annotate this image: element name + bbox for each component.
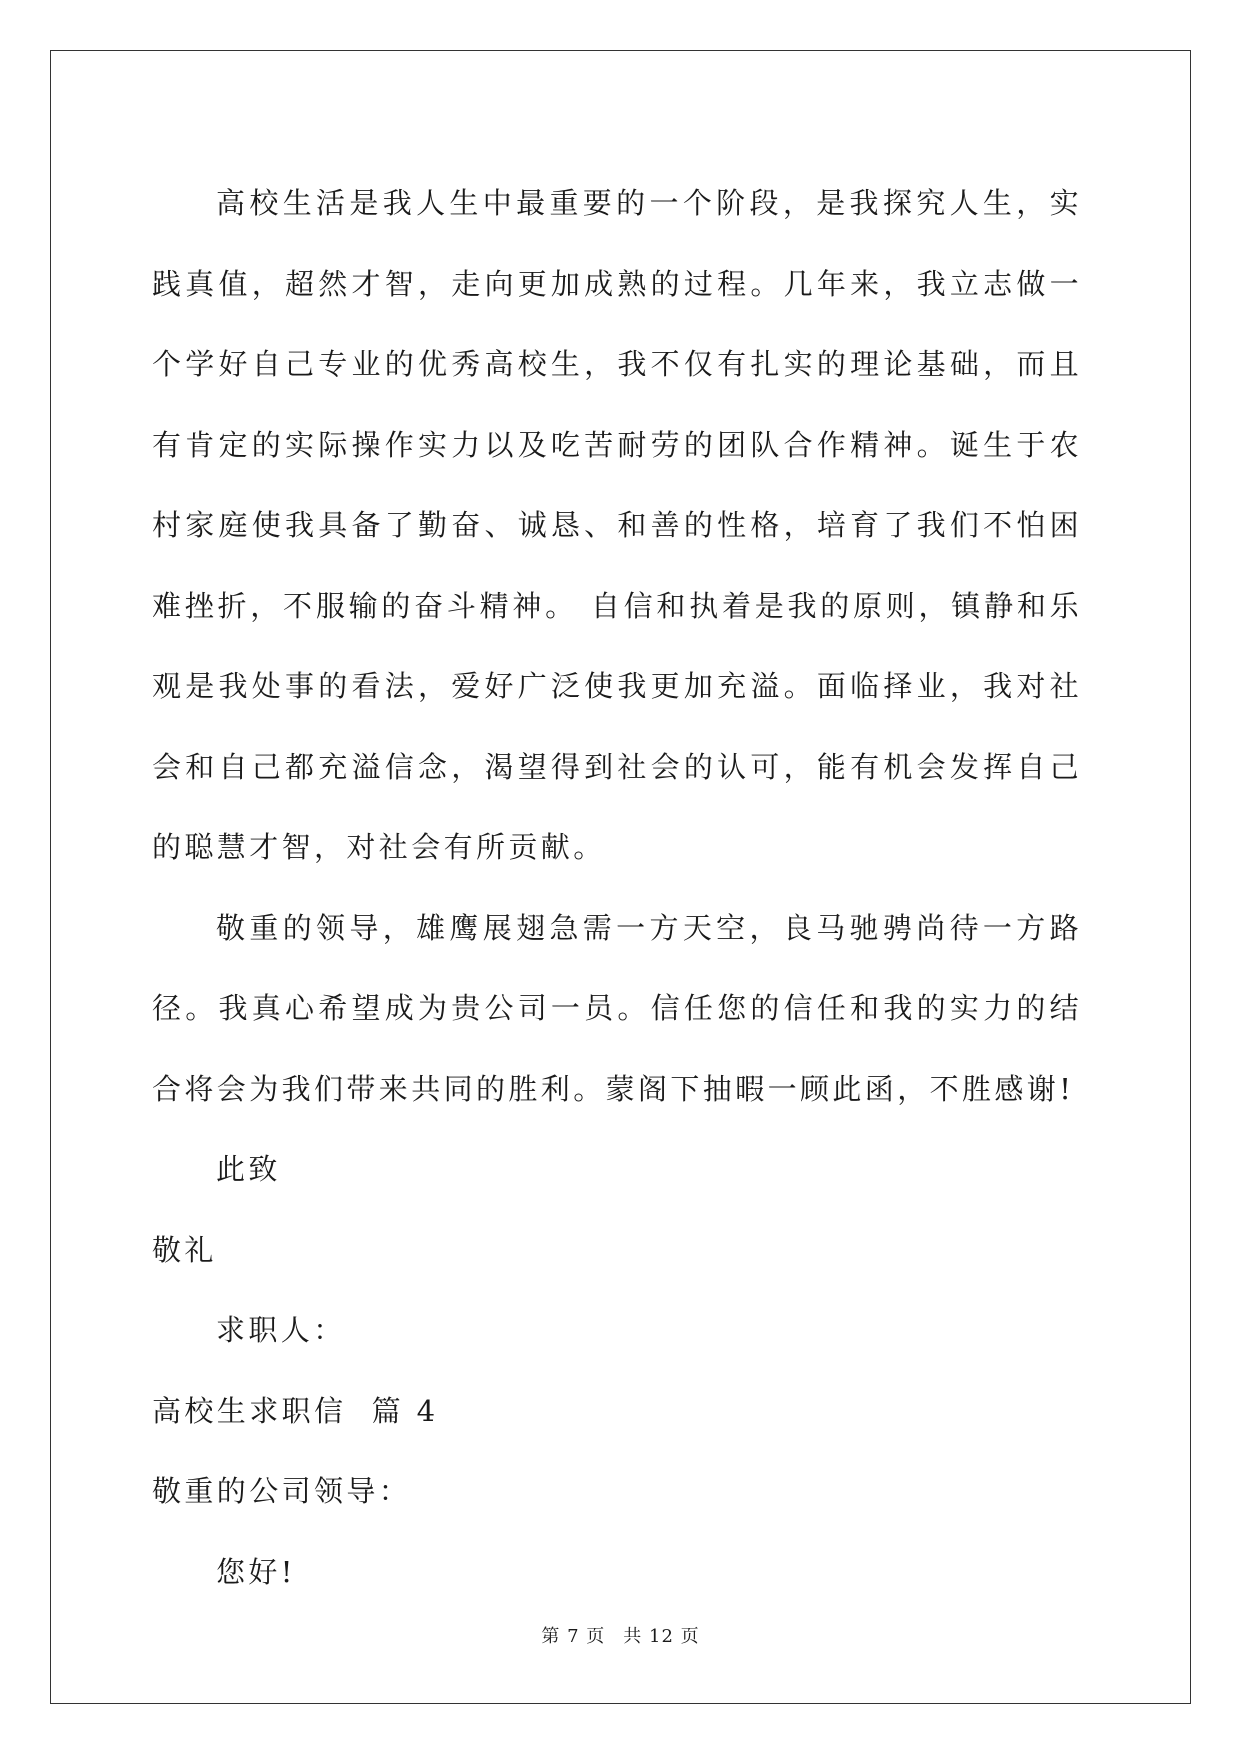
paragraph-self-introduction: 高校生活是我人生中最重要的一个阶段，是我探究人生，实践真值，超然才智，走向更加成熟的过程。几年来，我立志做一个学好自己专业的优秀高校生，我不仅有扎实的理论基础，而且有肯定的实际操作实力以及吃苦耐劳的团队合作精神。诞生于农村家庭使我具备了勤奋、诚恳、和善的性格，培育了我们不怕困难挫折，不服输的奋斗精神。 自信和执着是我的原则，镇静和乐观是我处事的看法，爱好广泛使我更加充溢。面临择业，我对社会和自己都充溢信念，渴望得到社会的认可，能有机会发挥自己的聪慧才智，对社会有所贡献。 [152, 186, 1082, 864]
section-heading: 高校生求职信 篇 4 [152, 1393, 439, 1428]
salutation-cizhi: 此致 [216, 1152, 281, 1186]
salutation-jingli: 敬礼 [152, 1232, 217, 1267]
applicant-signature-label: 求职人： [216, 1313, 346, 1347]
document-body [152, 163, 1082, 1612]
letter-greeting: 您好! [216, 1554, 296, 1589]
paragraph-closing-appeal: 敬重的领导，雄鹰展翅急需一方天空，良马驰骋尚待一方路径。我真心希望成为贵公司一员。信任您的信任和我的实力的结合将会为我们带来共同的胜利。蒙阁下抽暇一顾此函，不胜感谢! [152, 910, 1082, 1106]
page-number: 第 7 页 [541, 1626, 606, 1647]
letter-addressee: 敬重的公司领导： [152, 1474, 412, 1508]
page-footer [0, 1622, 1241, 1648]
total-pages: 共 12 页 [623, 1626, 700, 1647]
